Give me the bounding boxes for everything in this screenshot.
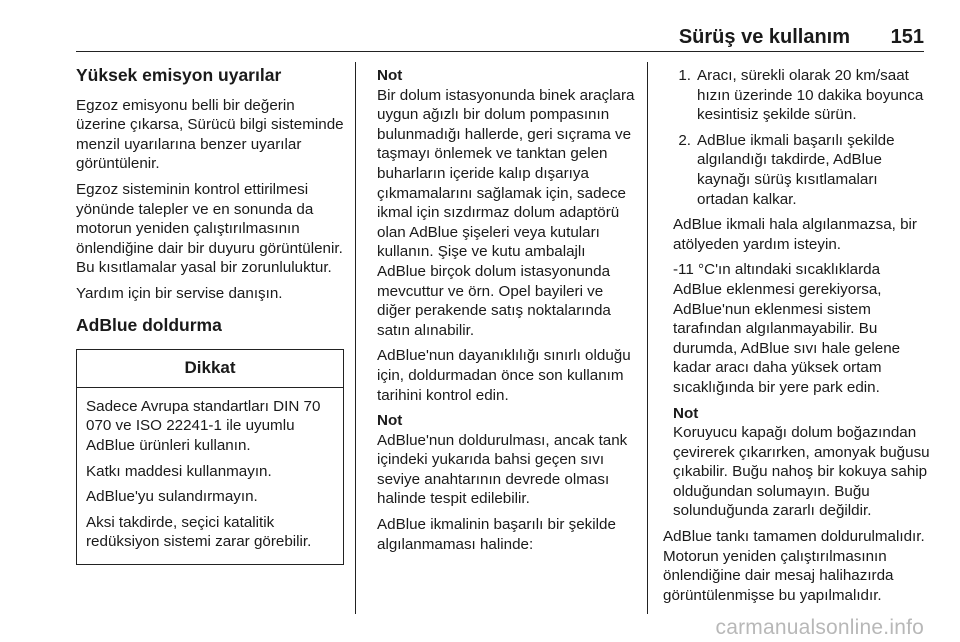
paragraph: Egzoz sisteminin kontrol ettirilmesi yönünde talepler ve en sonunda da motorun yeniden çalıştırılmasının önlendiğine dair bir duyuru görüntülenir. Bu kısıtlamalar yasal bir zorunluluktur. (76, 180, 343, 277)
section-title: Sürüş ve kullanım (678, 26, 850, 48)
numbered-list (663, 66, 931, 209)
note-block (377, 66, 635, 340)
caution-box (76, 349, 344, 565)
paragraph: AdBlue ikmali hala algılanmazsa, bir atölyeden yardım isteyin. (673, 216, 917, 253)
heading-adblue-filling: AdBlue doldurma (76, 314, 222, 335)
list-number: 2. (678, 131, 691, 149)
note-label: Not (377, 67, 403, 84)
note-label: Not (377, 412, 403, 430)
caution-paragraph: Aksi takdirde, seçici katalitik redüksiyon sistemi zarar görebilir. (86, 513, 312, 551)
caution-body (77, 388, 343, 564)
column-3 (663, 66, 931, 611)
list-item (663, 66, 931, 125)
caution-title: Dikkat (77, 350, 343, 388)
column-divider-1 (355, 62, 356, 614)
caution-paragraph: Sadece Avrupa standartları DIN 70 070 ve ISO 22241-1 ile uyumlu AdBlue ürünleri kullanın. (86, 397, 321, 454)
note-block (377, 411, 635, 509)
note-text: AdBlue'nun doldurulması, ancak tank içindeki yukarıda bahsi geçen sıvı seviye anahtarının devrede olması halinde tespit edilebilir. (377, 431, 628, 508)
paragraph: AdBlue'nun dayanıklılığı sınırlı olduğu için, doldurmadan önce son kullanım tarihini kontrol edin. (377, 347, 631, 404)
indented-block (663, 215, 931, 521)
page-number: 151 (890, 26, 924, 48)
note-text: Bir dolum istasyonunda binek araçlara uygun ağızlı bir dolum pompasının bulunmadığı hallerde, geri sıçrama ve taşmayı önlemek ve tanktan gelen buharların içeride kalıp dışarıya çıkmamalarını sağlamak için, sadece ikmal için sızdırmaz dolum adaptörü olan AdBlue şişeleri veya kutuları kullanın. Şişe ve kutu ambalajlı AdBlue birçok dolum istasyonunda mevcuttur ve örn. Opel bayileri ve diğer perakende satış noktalarında satın alınabilir. (377, 86, 635, 339)
column-2 (377, 66, 635, 560)
caution-paragraph: AdBlue'yu sulandırmayın. (86, 488, 258, 506)
list-number: 1. (678, 67, 691, 84)
header-divider (76, 51, 924, 52)
heading-emission-warnings: Yüksek emisyon uyarılar (76, 65, 282, 85)
paragraph: AdBlue tankı tamamen doldurulmalıdır. Motorun yeniden çalıştırılmasının önlendiğine dair mesaj halihazırda görüntülenmişse bu yapılmalıdır. (663, 528, 925, 604)
column-1 (76, 66, 344, 565)
list-item (663, 131, 931, 209)
page-header (76, 26, 924, 50)
list-text: AdBlue ikmali başarılı şekilde algılandığı takdirde, AdBlue kaynağı sürüş kısıtlamaları ortadan kalkar. (697, 131, 895, 208)
paragraph: AdBlue ikmalinin başarılı bir şekilde algılanmaması halinde: (377, 516, 616, 553)
list-text: Aracı, sürekli olarak 20 km/saat hızın üzerinde 10 dakika boyunca kesintisiz şekilde sürün. (697, 67, 924, 124)
paragraph: -11 °C'ın altındaki sıcaklıklarda AdBlue eklenmesi gerekiyorsa, AdBlue'nun eklenmesi sistem tarafından algılanmayabilir. Bu durumda, AdBlue sıvı hale gelene kadar aracı daha yüksek ortam sıcaklığında bir yere park edin. (673, 261, 901, 396)
note-text: Koruyucu kapağı dolum boğazından çevirerek çıkarırken, amonyak buğusu çıkabilir. Buğu nahoş bir kokuya sahip olduğundan solumayın. Buğu solunduğunda zararlı değildir. (673, 424, 930, 520)
column-divider-2 (647, 62, 648, 614)
paragraph: Yardım için bir servise danışın. (76, 284, 283, 302)
watermark: carmanualsonline.info (715, 616, 924, 639)
note-label: Not (673, 404, 699, 422)
paragraph: Egzoz emisyonu belli bir değerin üzerine çıkarsa, Sürücü bilgi sisteminde menzil uyarılarına benzer uyarılar görüntülenir. (76, 96, 344, 173)
caution-paragraph: Katkı maddesi kullanmayın. (86, 462, 272, 480)
